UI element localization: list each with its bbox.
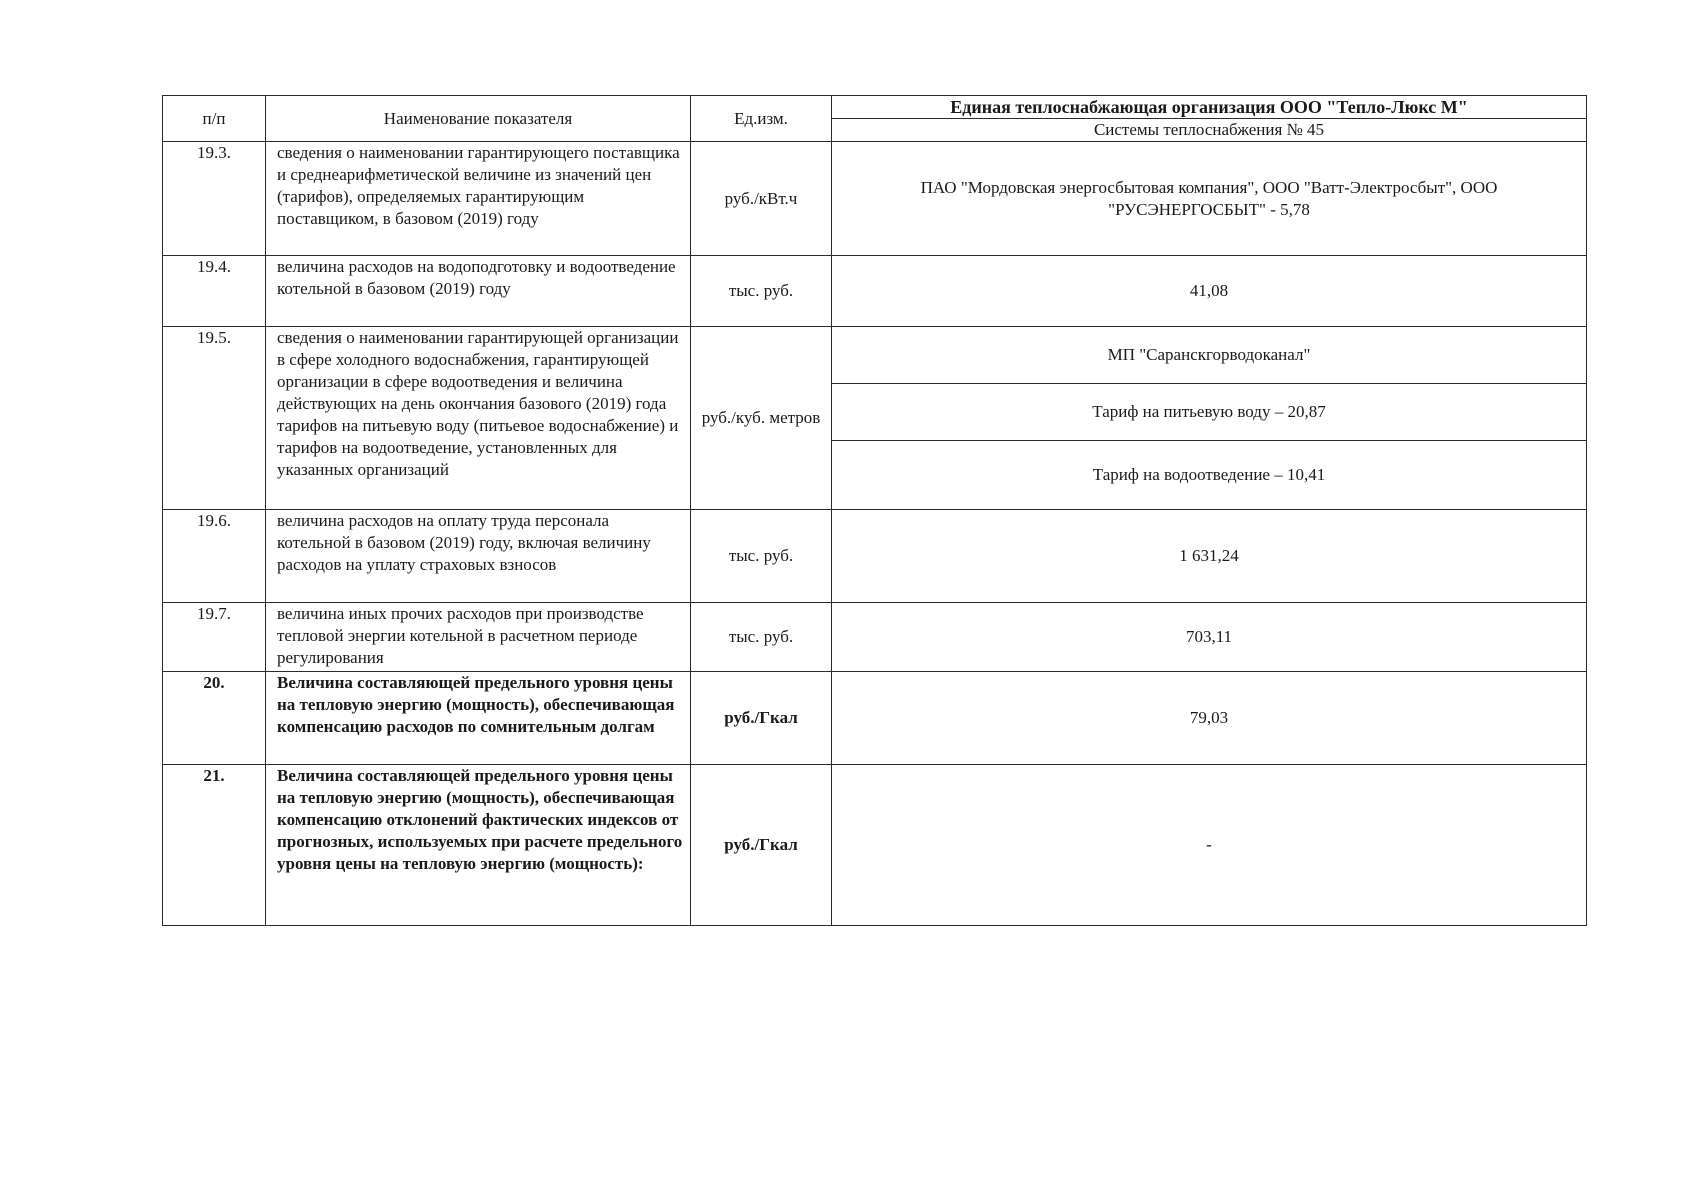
row-value: 703,11 [832, 603, 1587, 672]
table-header-row [163, 96, 1587, 119]
row-value: - [832, 765, 1587, 926]
row-indicator-name: Величина составляющей предельного уровня цены на тепловую энергию (мощность), обеспечивающая компенсацию расходов по сомнительным долгам [266, 672, 691, 765]
row-number: 20. [163, 672, 266, 765]
row-unit: руб./куб. метров [691, 327, 832, 510]
table-row [163, 603, 1587, 672]
row-value: 41,08 [832, 256, 1587, 327]
table-row [163, 765, 1587, 926]
table-row [163, 327, 1587, 384]
row-unit: руб./Гкал [691, 672, 832, 765]
row-indicator-name: сведения о наименовании гарантирующей организации в сфере холодного водоснабжения, гарантирующей организации в сфере водоотведения и величина действующих на день окончания базового (2019) года тарифов на питьевую воду (питьевое водоснабжение) и тарифов на водоотведение, установленных для указанных организаций [266, 327, 691, 510]
table-row [163, 672, 1587, 765]
row-value: 1 631,24 [832, 510, 1587, 603]
row-number: 19.5. [163, 327, 266, 510]
row-indicator-name: сведения о наименовании гарантирующего поставщика и среднеарифметической величине из значений цен (тарифов), определяемых гарантирующим поставщиком, в базовом (2019) году [266, 142, 691, 256]
row-indicator-name: величина расходов на водоподготовку и водоотведение котельной в базовом (2019) году [266, 256, 691, 327]
row-value-drainage-tariff: Тариф на водоотведение – 10,41 [832, 441, 1587, 510]
header-col-name: Наименование показателя [266, 96, 691, 142]
row-unit: тыс. руб. [691, 603, 832, 672]
row-indicator-name: Величина составляющей предельного уровня цены на тепловую энергию (мощность), обеспечивающая компенсацию отклонений фактических индексов от прогнозных, используемых при расчете предельного уровня цены на тепловую энергию (мощность): [266, 765, 691, 926]
table-row [163, 510, 1587, 603]
row-unit: тыс. руб. [691, 256, 832, 327]
table-row [163, 142, 1587, 256]
row-number: 19.7. [163, 603, 266, 672]
row-number: 19.4. [163, 256, 266, 327]
header-org-title: Единая теплоснабжающая организация ООО "Тепло-Люкс М" [832, 96, 1587, 119]
row-value-water-tariff: Тариф на питьевую воду – 20,87 [832, 384, 1587, 441]
row-unit: руб./кВт.ч [691, 142, 832, 256]
header-system-title: Системы теплоснабжения № 45 [832, 119, 1587, 142]
header-col-num: п/п [163, 96, 266, 142]
row-number: 19.3. [163, 142, 266, 256]
row-unit: руб./Гкал [691, 765, 832, 926]
row-value-organization: МП "Саранскгорводоканал" [832, 327, 1587, 384]
row-number: 21. [163, 765, 266, 926]
row-unit: тыс. руб. [691, 510, 832, 603]
row-indicator-name: величина расходов на оплату труда персонала котельной в базовом (2019) году, включая величину расходов на уплату страховых взносов [266, 510, 691, 603]
row-indicator-name: величина иных прочих расходов при производстве тепловой энергии котельной в расчетном периоде регулирования [266, 603, 691, 672]
tariff-indicators-table [162, 95, 1587, 926]
header-col-unit: Ед.изм. [691, 96, 832, 142]
row-value: 79,03 [832, 672, 1587, 765]
row-value: ПАО "Мордовская энергосбытовая компания", ООО "Ватт-Электросбыт", ООО "РУСЭНЕРГОСБЫТ" - 5,78 [832, 142, 1587, 256]
table-row [163, 256, 1587, 327]
row-number: 19.6. [163, 510, 266, 603]
